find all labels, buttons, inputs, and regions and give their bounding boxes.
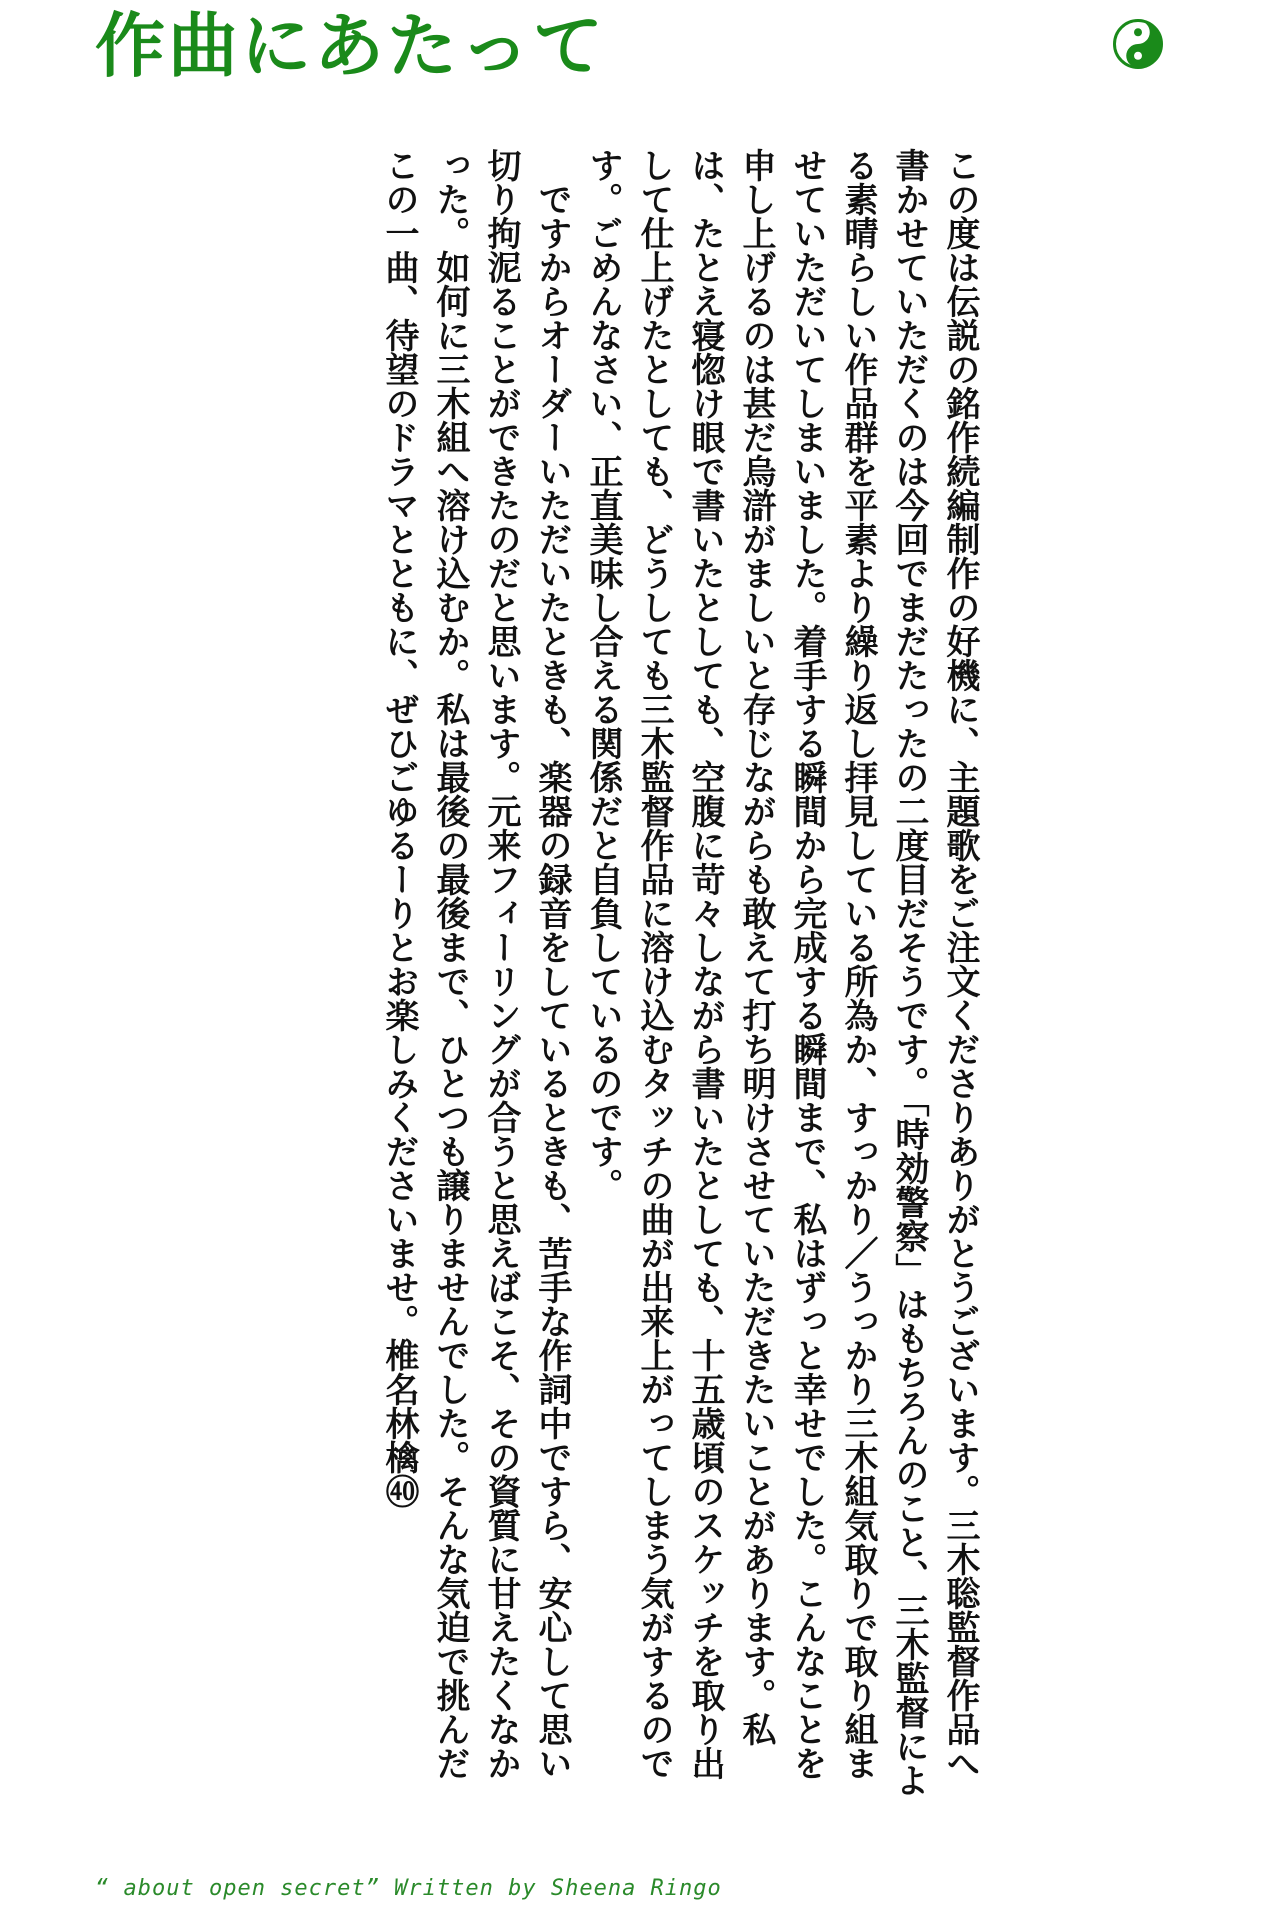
essay-body	[355, 148, 985, 1798]
essay-paragraph: この度は伝説の銘作続編制作の好機に、主題歌をご注文くださりありがとうございます。三木聡監督作品へ書かせていただくのは今回でまだたったの二度目だそうです。「時効警察」はもちろんのこと、三木監督による素晴らしい作品群を平素より繰り返し拝見している所為か、すっかり／うっかり三木組気取りで取り組ませていただいてしまいました。着手する瞬間から完成する瞬間まで、私はずっと幸せでした。こんなことを申し上げるのは甚だ烏滸がましいと存じながらも敢えて打ち明けさせていただきたいことがあります。私は、たとえ寝惚け眼で書いたとしても、空腹に苛々しながら書いたとしても、十五歳頃のスケッチを取り出して仕上げたとしても、どうしても三木監督作品に溶け込むタッチの曲が出来上がってしまう気がするのです。ごめんなさい、正直美味し合える関係だと自負しているのです。	[583, 148, 980, 1797]
yin-yang-icon	[1113, 19, 1163, 69]
essay-paragraph: ですからオーダーいただいたときも、楽器の録音をしているときも、苦手な作詞中ですら、安心して思い切り拘泥ることができたのだと思います。元来フィーリングが合うと思えばこそ、その資質に甘えたくなかった。如何に三木組へ溶け込むか。私は最後の最後まで、ひとつも譲りませんでした。そんな気迫で挑んだこの一曲、待望のドラマとともに、ぜひごゆるーりとお楽しみくださいませ。椎名林檎㊵	[379, 148, 572, 1780]
page-title: 作曲にあたって	[95, 4, 606, 87]
footer-credit: “ about open secret” Written by Sheena Ringo	[95, 1876, 722, 1901]
